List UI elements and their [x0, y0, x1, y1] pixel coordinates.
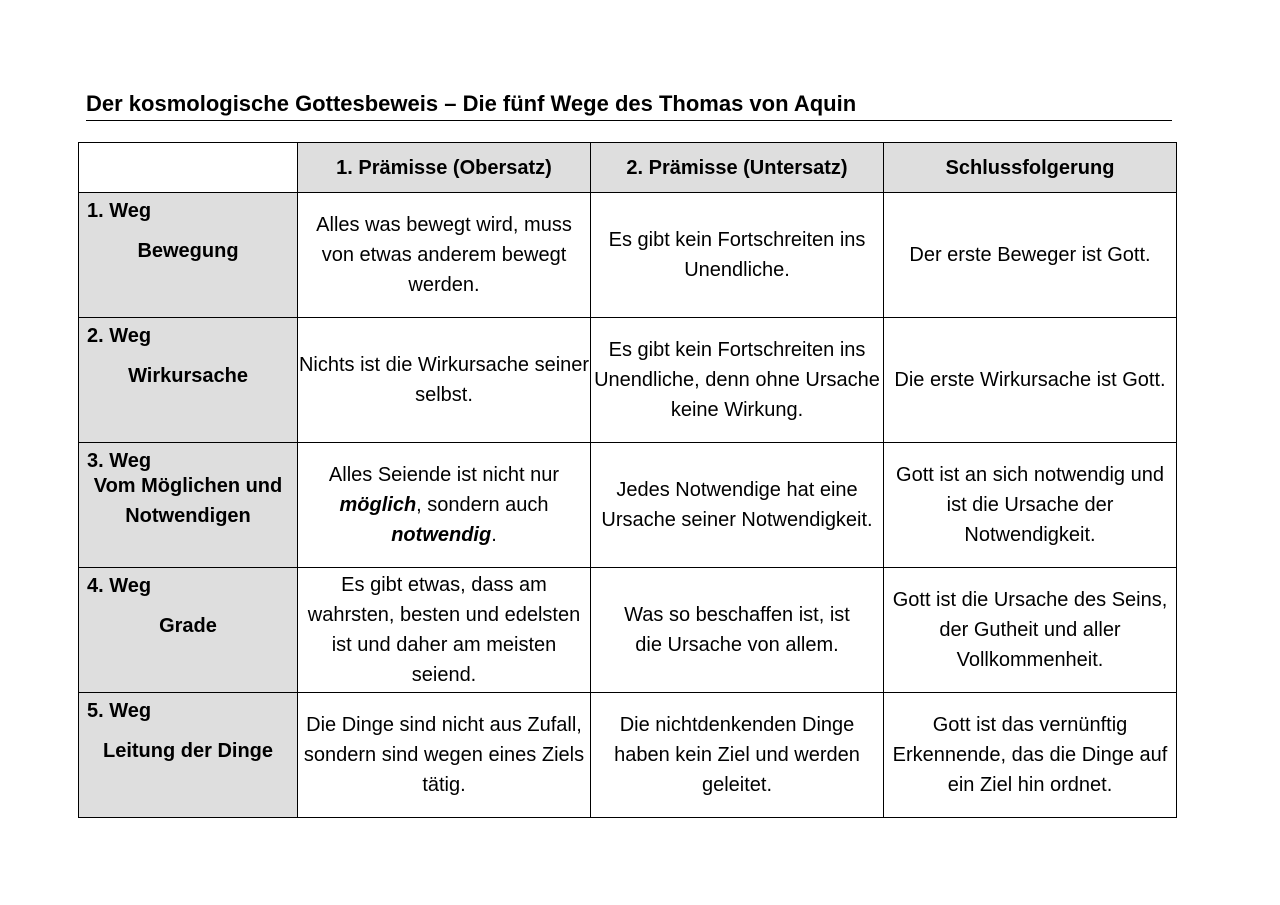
premise1-cell: [298, 443, 591, 568]
premise2-cell: Die nichtdenkenden Dinge haben kein Ziel und werden geleitet.: [591, 693, 884, 818]
way-label-cell: [79, 193, 298, 318]
header-premise1: 1. Prämisse (Obersatz): [298, 143, 591, 193]
way-number: 5. Weg: [87, 700, 152, 722]
conclusion-cell: Die erste Wirkursache ist Gott.: [884, 318, 1177, 443]
premise2-cell: Es gibt kein Fortschreiten ins Unendliche.: [591, 193, 884, 318]
document-title: Der kosmologische Gottesbeweis – Die fünf Wege des Thomas von Aquin: [86, 88, 1172, 121]
way-label-cell: [79, 693, 298, 818]
table-header-row: [79, 143, 1177, 193]
conclusion-cell: Der erste Beweger ist Gott.: [884, 193, 1177, 318]
way-label-cell: [79, 568, 298, 693]
way-label-cell: [79, 318, 298, 443]
premise1-emphasis-possible: möglich: [339, 494, 417, 516]
way-number: 4. Weg: [87, 575, 152, 597]
premise1-emphasis-necessary: notwendig: [391, 524, 492, 546]
premise2-cell: Jedes Notwendige hat eine Ursache seiner Notwendigkeit.: [591, 443, 884, 568]
way-name: Wirkursache: [128, 365, 248, 388]
way-name: Grade: [159, 615, 217, 638]
header-corner-cell: [79, 143, 298, 193]
table-row: [79, 318, 1177, 443]
way-number: 1. Weg: [87, 200, 152, 222]
conclusion-cell: Gott ist an sich notwendig und ist die Ursache der Notwendigkeit.: [884, 443, 1177, 568]
header-premise2: 2. Prämisse (Untersatz): [591, 143, 884, 193]
way-number: 2. Weg: [87, 325, 152, 347]
way-name: Vom Möglichen und Notwendigen: [93, 475, 283, 528]
premise1-text-e: .: [491, 524, 497, 546]
five-ways-table: [78, 142, 1177, 818]
table-row: [79, 568, 1177, 693]
premise1-cell: Die Dinge sind nicht aus Zufall, sondern sind wegen eines Ziels tätig.: [298, 693, 591, 818]
premise1-text-c: , sondern auch: [416, 494, 549, 516]
way-number: 3. Weg: [87, 450, 152, 472]
table-row: [79, 693, 1177, 818]
premise1-cell: Es gibt etwas, dass am wahrsten, besten und edelsten ist und daher am meisten seiend.: [298, 568, 591, 693]
table-row: [79, 443, 1177, 568]
way-name: Bewegung: [137, 240, 239, 263]
table-row: [79, 193, 1177, 318]
premise2-cell: Es gibt kein Fortschreiten ins Unendliche, denn ohne Ursache keine Wirkung.: [591, 318, 884, 443]
premise2-cell: Was so beschaffen ist, ist die Ursache von allem.: [591, 568, 884, 693]
conclusion-cell: Gott ist das vernünftig Erkennende, das die Dinge auf ein Ziel hin ordnet.: [884, 693, 1177, 818]
header-conclusion: Schlussfolgerung: [884, 143, 1177, 193]
premise1-cell: Nichts ist die Wirkursache seiner selbst.: [298, 318, 591, 443]
conclusion-cell: Gott ist die Ursache des Seins, der Gutheit und aller Vollkommenheit.: [884, 568, 1177, 693]
premise1-cell: Alles was bewegt wird, muss von etwas anderem bewegt werden.: [298, 193, 591, 318]
way-label-cell: [79, 443, 298, 568]
premise1-text-a: Alles Seiende ist nicht nur: [328, 464, 560, 486]
way-name: Leitung der Dinge: [103, 740, 273, 763]
